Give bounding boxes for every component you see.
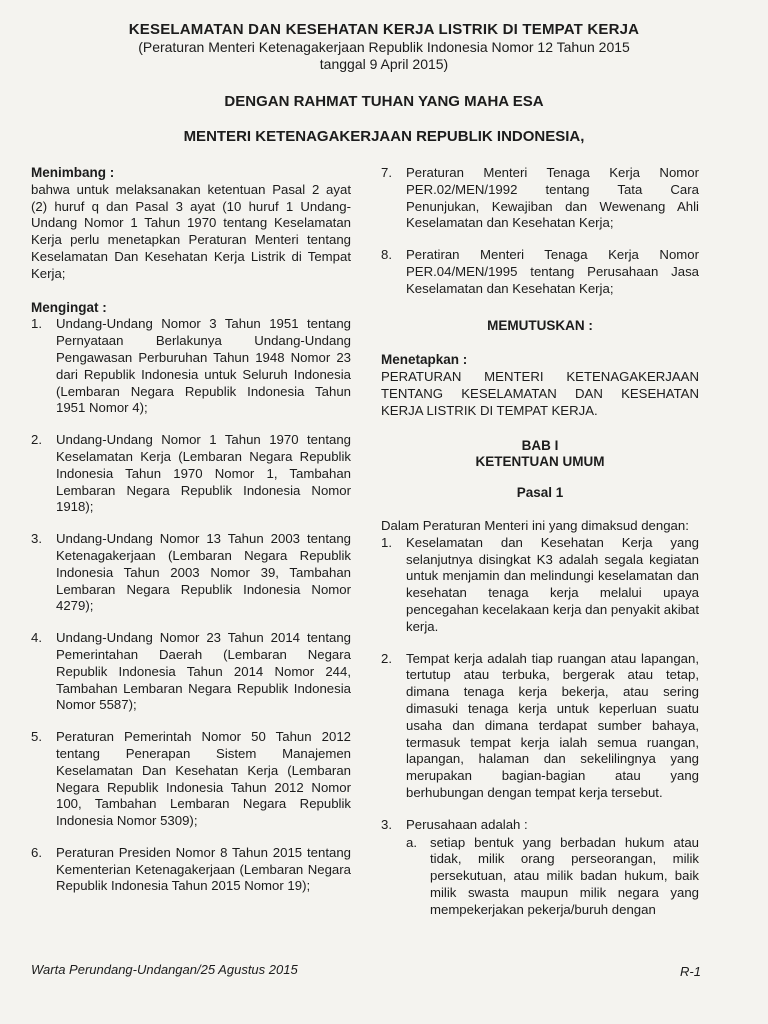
mengingat-label: Mengingat : xyxy=(31,299,107,315)
item-number: 1. xyxy=(381,534,392,550)
menetapkan-label: Menetapkan : xyxy=(381,352,468,368)
pasal-subitem xyxy=(406,835,699,919)
item-text: Peraturan Menteri Tenaga Kerja Nomor PER.02/MEN/1992 tentang Tata Cara Penunjukan, Kewajiban dan Wewenang Ahli Keselamatan dan Kesehatan Kerja; xyxy=(406,165,699,231)
mengingat-item xyxy=(31,531,351,615)
item-number: 2. xyxy=(31,432,42,448)
mengingat-item xyxy=(381,165,699,232)
item-text: Peratiran Menteri Tenaga Kerja Nomor PER.04/MEN/1995 tentang Perusahaan Jasa Keselamatan dan Kesehatan Kerja; xyxy=(406,247,699,296)
item-text: Undang-Undang Nomor 13 Tahun 2003 tentang Ketenagakerjaan (Lembaran Negara Republik Indonesia Tahun 2003 Nomor 39, Tambahan Lembaran Negara Republik Indonesia Nomor 4279); xyxy=(56,531,351,614)
right-column xyxy=(381,165,699,933)
bab-number: BAB I xyxy=(521,437,559,453)
mengingat-item xyxy=(31,432,351,516)
memutuskan-heading: MEMUTUSKAN : xyxy=(487,317,593,333)
mengingat-item xyxy=(381,247,699,297)
menimbang-text: bahwa untuk melaksanakan ketentuan Pasal 2 ayat (2) huruf q dan Pasal 3 ayat (10 huruf 1 Undang-Undang Nomor 1 Tahun 1970 tentang Keselamatan Kerja perlu menetapkan Peraturan Menteri tentang Keselamatan Dan Kesehatan Kerja Listrik di Tempat Kerja; xyxy=(31,181,351,281)
document-subtitle-line2: tanggal 9 April 2015) xyxy=(319,56,449,72)
item-text: Peraturan Presiden Nomor 8 Tahun 2015 tentang Kementerian Ketenagakerjaan (Lembaran Negara Republik Indonesia Tahun 2015 Nomor 19); xyxy=(56,844,351,894)
item-number: 4. xyxy=(31,630,42,646)
pasal-item xyxy=(381,817,699,919)
item-text: Perusahaan adalah : xyxy=(406,816,528,832)
bab-title: KETENTUAN UMUM xyxy=(475,454,605,470)
left-column xyxy=(31,165,351,910)
mengingat-item xyxy=(31,316,351,417)
mengingat-item xyxy=(31,729,351,830)
item-number: 2. xyxy=(381,650,392,666)
mengingat-item xyxy=(31,630,351,714)
menimbang-label: Menimbang : xyxy=(31,165,115,180)
item-number: 3. xyxy=(381,816,392,832)
footer-page-number: R-1 xyxy=(680,964,701,979)
document-title: KESELAMATAN DAN KESEHATAN KERJA LISTRIK DI TEMPAT KERJA xyxy=(128,21,640,38)
item-number: 7. xyxy=(381,165,392,180)
item-number: 5. xyxy=(31,729,42,745)
item-text: Undang-Undang Nomor 1 Tahun 1970 tentang Keselamatan Kerja (Lembaran Negara Republik Indonesia Tahun 1970 Nomor 1, Tambahan Lembaran Negara Republik Indonesia Nomor 1918); xyxy=(56,432,351,515)
item-body xyxy=(406,817,699,919)
item-text: Keselamatan dan Kesehatan Kerja yang selanjutnya disingkat K3 adalah segala kegiatan untuk menjamin dan melindungi keselamatan dan kesehatan tenaga kerja melalui upaya pencegahan kecelakaan kerja dan penyakit akibat kerja. xyxy=(406,534,699,634)
pasal-item xyxy=(381,535,699,636)
footer-publication: Warta Perundang-Undangan/25 Agustus 2015 xyxy=(31,962,298,977)
item-text: Undang-Undang Nomor 23 Tahun 2014 tentang Pemerintahan Daerah (Lembaran Negara Republik Indonesia Tahun 2014 Nomor 244, Tambahan Lembaran Negara Republik Indonesia Nomor 5587); xyxy=(56,630,351,713)
item-text: Tempat kerja adalah tiap ruangan atau lapangan, tertutup atau terbuka, bergerak atau tetap, dimana tenaga kerja bekerja, atau sering dimasuki tenaga kerja untuk keperluan suatu usaha dan dimana terdapat sumber bahaya, termasuk tempat kerja ialah semua ruangan, lapangan, halaman dan sekelilingnya yang merupakan bagian-bagian atau yang berhubungan dengan tempat kerja tersebut. xyxy=(406,650,699,800)
item-text: Peraturan Pemerintah Nomor 50 Tahun 2012 tentang Penerapan Sistem Manajemen Keselamatan Dan Kesehatan Kerja (Lembaran Negara Republik Indonesia Tahun 2012 Nomor 100, Tambahan Lembaran Negara Republik Indonesia Nomor 5309); xyxy=(56,729,351,829)
pasal-item xyxy=(381,651,699,802)
item-text: Undang-Undang Nomor 3 Tahun 1951 tentang Pernyataan Berlakunya Undang-Undang Pengawasan Perburuhan Tahun 1948 Nomor 23 dari Republik Indonesia untuk Seluruh Indonesia (Lembaran Negara Republik Indonesia Tahun 1951 Nomor 4); xyxy=(56,316,351,416)
pasal-intro: Dalam Peraturan Menteri ini yang dimaksud dengan: xyxy=(381,517,689,533)
item-number: 8. xyxy=(381,247,392,263)
heading-menteri: MENTERI KETENAGAKERJAAN REPUBLIK INDONESIA, xyxy=(183,128,585,145)
document-header xyxy=(0,20,768,73)
item-number: 3. xyxy=(31,531,42,547)
item-number: 1. xyxy=(31,316,42,332)
document-subtitle-line1: (Peraturan Menteri Ketenagakerjaan Republik Indonesia Nomor 12 Tahun 2015 xyxy=(138,39,630,55)
subitem-letter: a. xyxy=(406,834,417,850)
heading-rahmat: DENGAN RAHMAT TUHAN YANG MAHA ESA xyxy=(224,93,544,110)
mengingat-item xyxy=(31,845,351,895)
menetapkan-text: PERATURAN MENTERI KETENAGAKERJAAN TENTANG KESELAMATAN DAN KESEHATAN KERJA LISTRIK DI TEMPAT KERJA. xyxy=(381,369,699,418)
subitem-text: setiap bentuk yang berbadan hukum atau tidak, milik orang perseorangan, milik persekutuan, atau milik badan hukum, baik milik swasta maupun milik negara yang mempekerjakan pekerja/buruh dengan xyxy=(430,834,699,917)
item-number: 6. xyxy=(31,844,42,860)
pasal-title: Pasal 1 xyxy=(516,485,564,501)
